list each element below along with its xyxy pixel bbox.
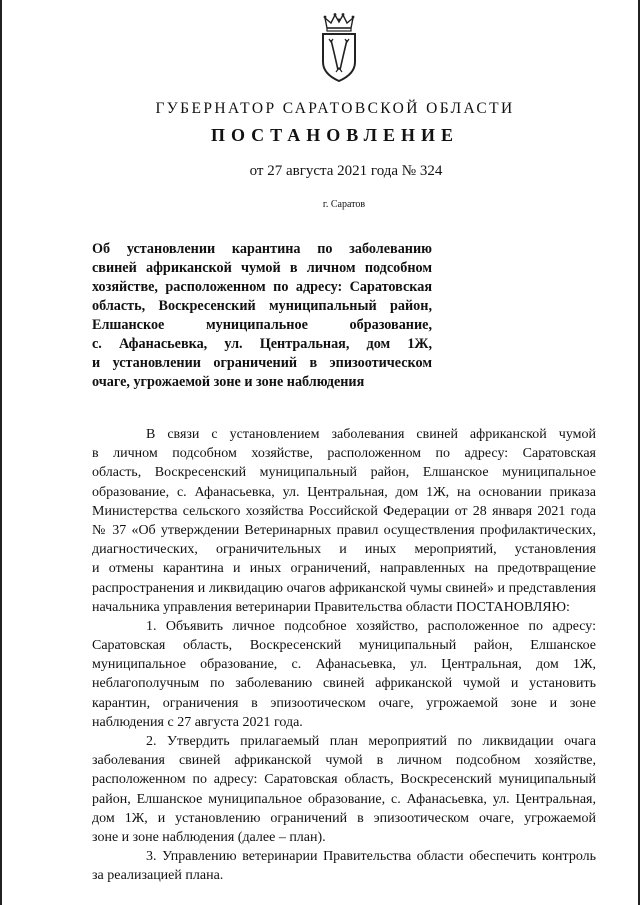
- clause-2-line: зоне и зоне наблюдения (далее – план).: [92, 829, 326, 845]
- title-line: и установлении ограничений в эпизоотическом: [92, 355, 432, 371]
- clause-1-line: наблюдения с 27 августа 2021 года.: [92, 714, 303, 730]
- document-body: [92, 425, 596, 886]
- title-line: хозяйстве, расположенном по адресу: Саратовская: [92, 279, 432, 295]
- title-line: с. Афанасьевка, ул. Центральная, дом 1Ж,: [92, 336, 432, 352]
- title-line: Елшанское муниципальное образование,: [92, 317, 432, 333]
- clause-1-line: 1. Объявить личное подсобное хозяйство, расположенное по адресу:: [146, 618, 596, 634]
- preamble-line: № 37 «Об утверждении Ветеринарных правил осуществления профилактических,: [92, 522, 596, 538]
- preamble-line: диагностических, ограничительных и иных мероприятий, установления: [92, 542, 596, 558]
- preamble-line: в личном подсобном хозяйстве, расположенном по адресу: Саратовская: [92, 446, 596, 462]
- clause-1-line: Саратовская область, Воскресенский муниципальный район, Елшанское: [92, 638, 596, 654]
- preamble-line: Министерства сельского хозяйства Российской Федерации от 28 января 2021 года: [92, 503, 596, 519]
- document-type: ПОСТАНОВЛЕНИЕ: [210, 125, 460, 145]
- clause-2-line: расположенном по адресу: Саратовская область, Воскресенский муниципальный: [92, 772, 596, 788]
- saratov-coat-of-arms-icon: [318, 12, 360, 84]
- title-line: Об установлении карантина по заболеванию: [92, 241, 432, 257]
- preamble-line: область, Воскресенский муниципальный район, Елшанское муниципальное: [92, 465, 596, 481]
- clause-2-line: район, Елшанское муниципальное образование, с. Афанасьевка, ул. Центральная,: [92, 791, 596, 807]
- clause-2-line: 2. Утвердить прилагаемый план мероприятий по ликвидации очага: [146, 734, 596, 749]
- title-line: область, Воскресенский муниципальный район,: [92, 298, 432, 314]
- document-city: г. Саратов: [322, 199, 366, 210]
- clause-3-line: за реализацией плана.: [92, 868, 224, 884]
- clause-1-line: неблагополучным по заболеванию свиней африканской чумой и установить: [92, 676, 596, 692]
- preamble-line: начальника управления ветеринарии Правительства области ПОСТАНОВЛЯЮ:: [92, 599, 570, 615]
- preamble-line: В связи с установлением заболевания свиней африканской чумой: [146, 427, 596, 442]
- clause-1-line: карантин, ограничения в эпизоотическом очаге, угрожаемой зоне и зоне: [92, 695, 596, 711]
- preamble-line: и отмены карантина и иных ограничений, направленных на предотвращение: [92, 561, 596, 577]
- document-date-number: от 27 августа 2021 года № 324: [249, 163, 443, 179]
- clause-1-line: муниципальное образование, с. Афанасьевка, ул. Центральная, дом 1Ж,: [92, 657, 596, 673]
- preamble-line: образование, с. Афанасьевка, ул. Центральная, дом 1Ж, на основании приказа: [92, 484, 596, 500]
- title-line: свиней африканской чумой в личном подсобном: [92, 260, 432, 276]
- title-line: очаге, угрожаемой зоне и зоне наблюдения: [92, 374, 365, 390]
- issuing-authority: ГУБЕРНАТОР САРАТОВСКОЙ ОБЛАСТИ: [155, 100, 515, 117]
- clause-2-line: заболевания свиней африканской чумой в личном подсобном хозяйстве,: [92, 753, 596, 769]
- clause-3-line: 3. Управлению ветеринарии Правительства области обеспечить контроль: [146, 849, 596, 865]
- preamble-line: распространения и ликвидацию очагов африканской чумы свиней» и представления: [92, 580, 596, 596]
- clause-2-line: дом 1Ж, и установлению ограничений в эпизоотическом очаге, угрожаемой: [92, 810, 596, 826]
- document-title: [92, 240, 432, 392]
